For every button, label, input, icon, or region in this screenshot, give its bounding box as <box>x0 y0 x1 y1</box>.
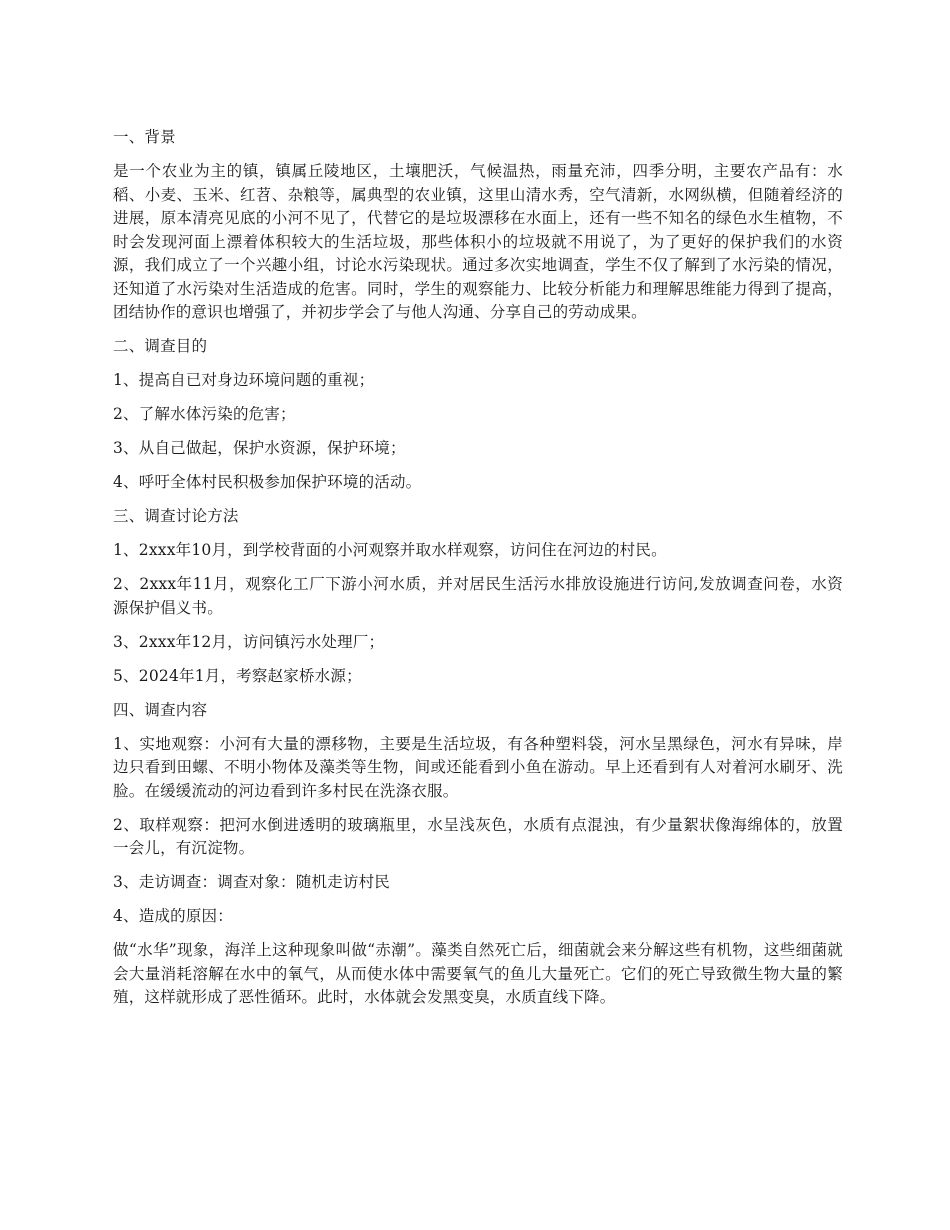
section-heading-background: 一、背景 <box>113 128 176 146</box>
section-heading-methods: 三、调查讨论方法 <box>113 507 239 525</box>
list-item-content-4: 4、造成的原因： <box>113 907 233 925</box>
document-body <box>113 126 843 1020</box>
section-heading-purpose: 二、调查目的 <box>113 337 208 355</box>
paragraph-causes-text: 做“水华”现象，海洋上这种现象叫做“赤潮”。藻类自然死亡后，细菌就会来分解这些有机物，这些细菌就会大量消耗溶解在水中的氧气，从而使水体中需要氧气的鱼儿大量死亡。它们的死亡导致微生物大量的繁殖，这样就形成了恶性循环。此时，水体就会发黑变臭，水质直线下降。 <box>113 941 843 1006</box>
list-item-method-2: 2、2xxx年11月，观察化工厂下游小河水质，并对居民生活污水排放设施进行访问,发放调查问卷，水资源保护倡义书。 <box>113 575 843 617</box>
list-item-content-1: 1、实地观察：小河有大量的漂移物，主要是生活垃圾，有各种塑料袋，河水呈黑绿色，河水有异味，岸边只看到田螺、不明小物体及藻类等生物，间或还能看到小鱼在游动。早上还看到有人对着河水刷牙、洗脸。在缓缓流动的河边看到许多村民在洗涤衣服。 <box>113 734 843 800</box>
section-heading-content: 四、调查内容 <box>113 700 208 719</box>
list-item-purpose-3: 3、从自己做起，保护水资源，保护环境； <box>113 439 406 457</box>
list-item-content-3: 3、走访调查：调查对象：随机走访村民 <box>113 873 390 891</box>
paragraph-background-text: 是一个农业为主的镇，镇属丘陵地区，土壤肥沃，气候温热，雨量充沛，四季分明，主要农产品有：水稻、小麦、玉米、红苕、杂粮等，属典型的农业镇，这里山清水秀，空气清新，水网纵横，但随着经济的进展，原本清亮见底的小河不见了，代替它的是垃圾漂移在水面上，还有一些不知名的绿色水生植物，不时会发现河面上漂着体积较大的生活垃圾，那些体积小的垃圾就不用说了，为了更好的保护我们的水资源，我们成立了一个兴趣小组，讨论水污染现状。通过多次实地调查，学生不仅了解到了水污染的情况，还知道了水污染对生活造成的危害。同时，学生的观察能力、比较分析能力和理解思维能力得到了提高，团结协作的意识也增强了，并初步学会了与他人沟通、分享自己的劳动成果。 <box>113 162 843 321</box>
list-item-method-3: 3、2xxx年12月，访问镇污水处理厂； <box>113 632 385 651</box>
list-item-method-5: 5、2024年1月，考察赵家桥水源； <box>113 666 362 685</box>
list-item-purpose-1: 1、提高自已对身边环境问题的重视； <box>113 371 375 389</box>
list-item-content-2: 2、取样观察：把河水倒进透明的玻璃瓶里，水呈浅灰色，水质有点混浊，有少量絮状像海绵体的，放置一会儿，有沉淀物。 <box>113 815 843 857</box>
list-item-purpose-4: 4、呼吁全体村民积极参加保护环境的活动。 <box>113 473 422 491</box>
list-item-method-1: 1、2xxx年10月，到学校背面的小河观察并取水样观察，访问住在河边的村民。 <box>113 541 667 559</box>
list-item-purpose-2: 2、了解水体污染的危害； <box>113 405 296 423</box>
